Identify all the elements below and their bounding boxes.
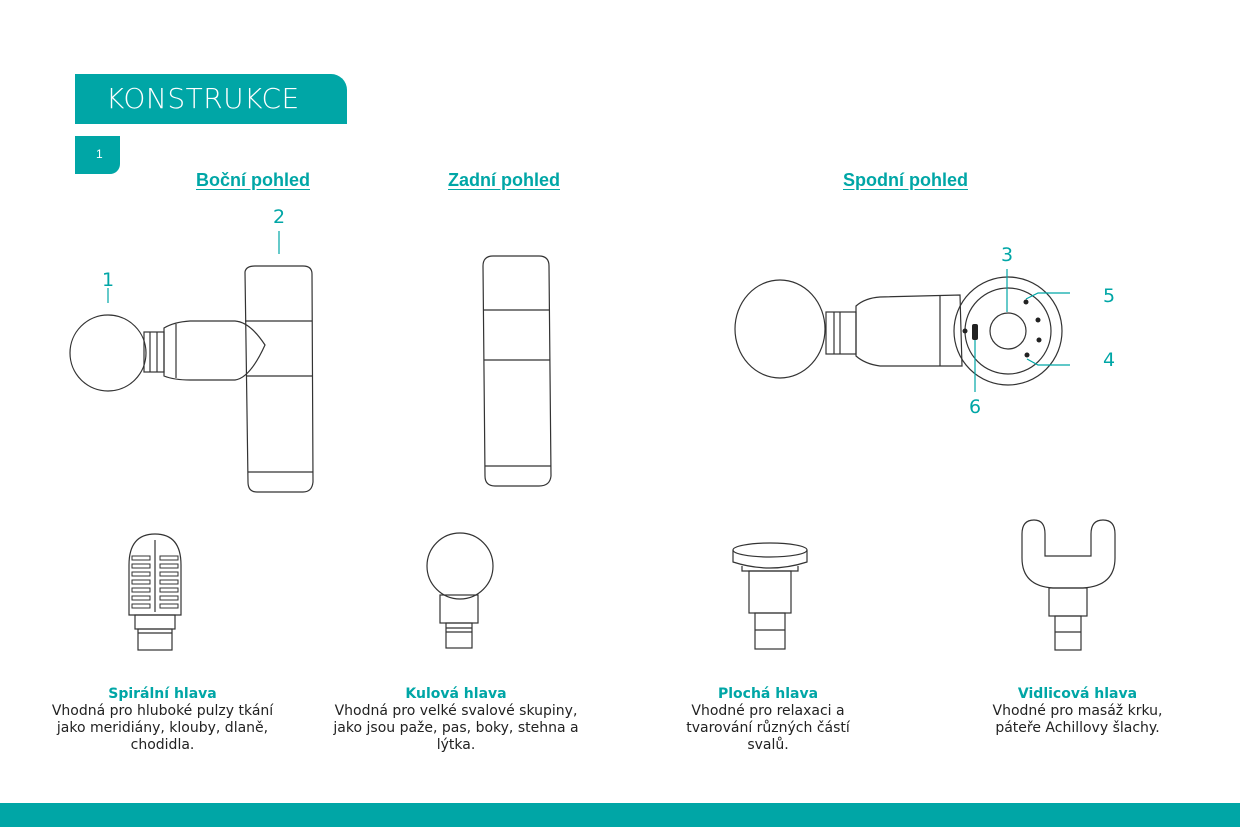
fork-head-caption bbox=[975, 686, 1180, 737]
fork-head-description: Vhodné pro masáž krku, páteře Achillovy šlachy. bbox=[992, 703, 1163, 736]
spiral-head-description: Vhodná pro hluboké pulzy tkání jako meridiány, klouby, dlaně, chodidla. bbox=[51, 703, 274, 753]
section-title: KONSTRUKCE bbox=[106, 82, 300, 115]
spiral-head-title: Spirální hlava bbox=[108, 686, 217, 702]
back-view-title: Zadní pohled bbox=[448, 170, 560, 190]
flat-head-caption bbox=[683, 686, 853, 754]
spiral-head-icon bbox=[120, 530, 190, 655]
flat-head-icon bbox=[725, 540, 815, 655]
ball-head-caption bbox=[332, 686, 580, 754]
spiral-head-caption bbox=[50, 686, 275, 754]
section-title-banner bbox=[75, 74, 347, 124]
part-number-6: 6 bbox=[969, 396, 982, 418]
part-number-3: 3 bbox=[1001, 244, 1014, 266]
ball-head-title: Kulová hlava bbox=[405, 686, 507, 702]
page-number: 1 bbox=[96, 147, 103, 161]
part-number-2: 2 bbox=[273, 206, 286, 228]
part-number-5: 5 bbox=[1103, 285, 1116, 307]
side-view-illustration bbox=[60, 200, 330, 500]
ball-head-description: Vhodná pro velké svalové skupiny, jako jsou paže, pas, boky, stehna a lýtka. bbox=[333, 703, 579, 753]
bottom-view-illustration bbox=[730, 262, 1070, 392]
flat-head-description: Vhodné pro relaxaci a tvarování různých částí svalů. bbox=[686, 703, 850, 753]
fork-head-icon bbox=[1015, 518, 1140, 658]
flat-head-title: Plochá hlava bbox=[717, 686, 819, 702]
part-number-4: 4 bbox=[1103, 349, 1116, 371]
bottom-view-title: Spodní pohled bbox=[843, 170, 968, 190]
back-view-illustration bbox=[475, 250, 565, 490]
part-number-1: 1 bbox=[102, 269, 115, 291]
side-view-title: Boční pohled bbox=[196, 170, 310, 190]
page-number-badge bbox=[75, 136, 120, 174]
footer-bar bbox=[0, 803, 1240, 827]
ball-head-icon bbox=[420, 528, 500, 653]
fork-head-title: Vidlicová hlava bbox=[1017, 686, 1138, 702]
